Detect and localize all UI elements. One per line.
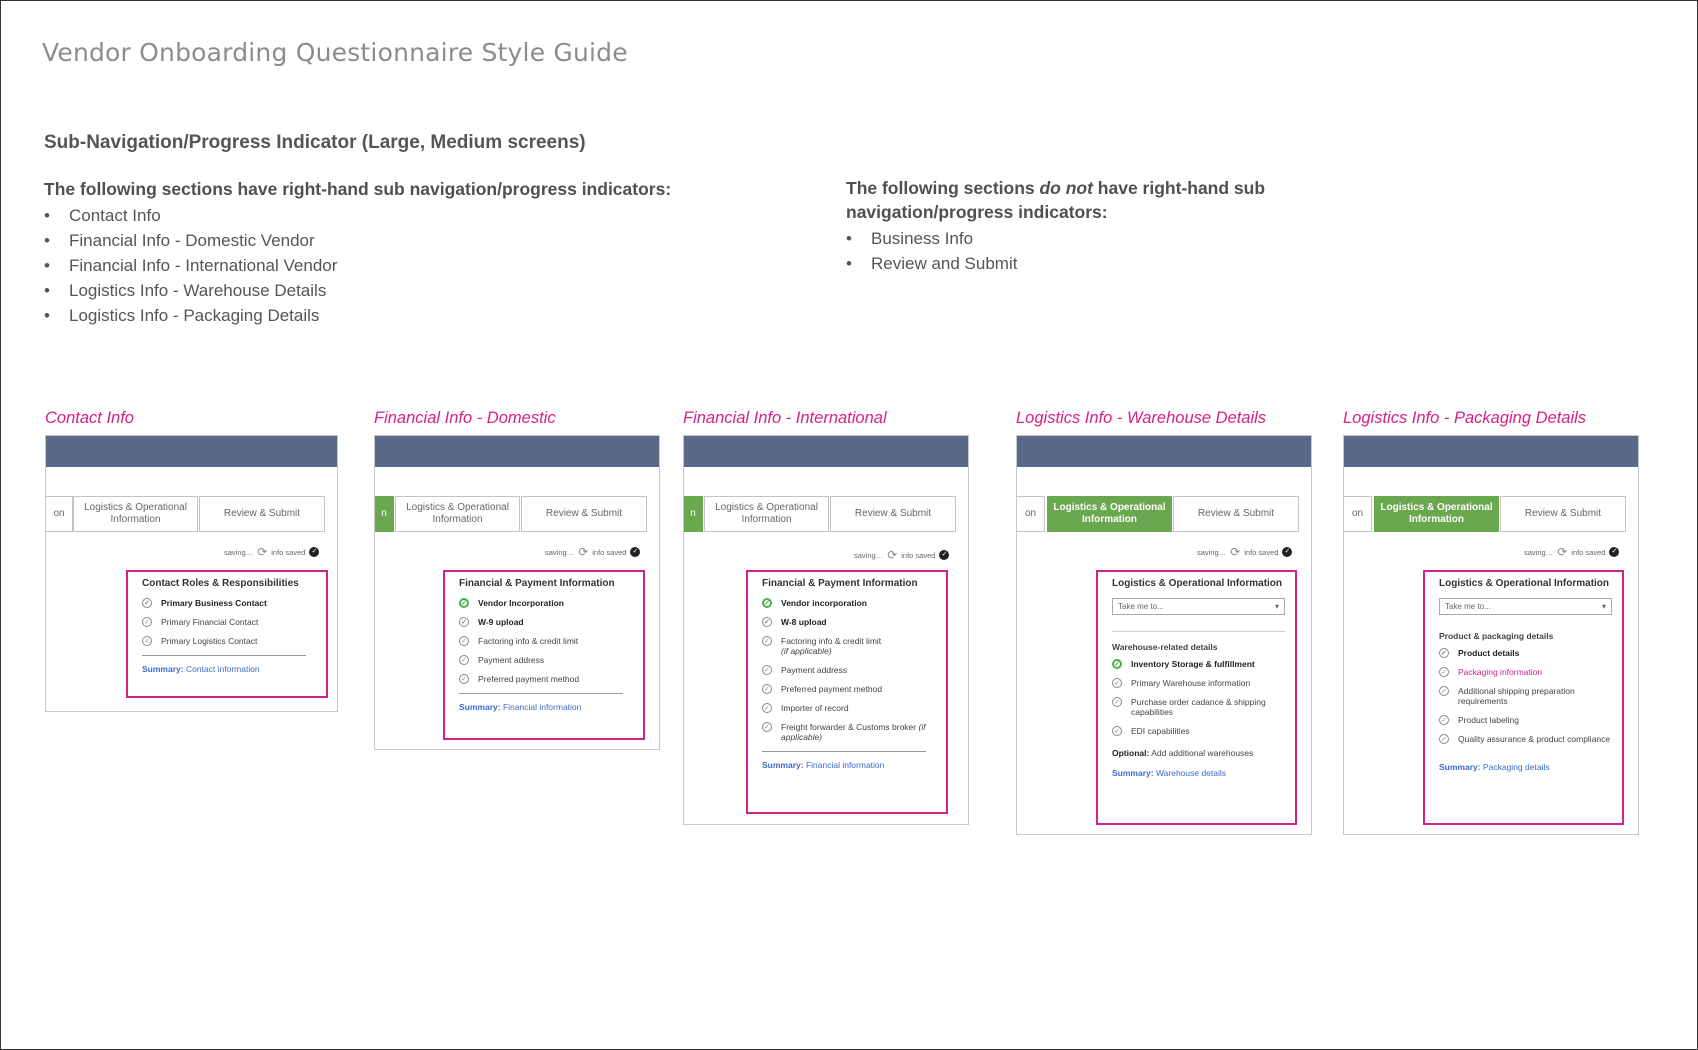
check-circle-icon: ✓	[762, 722, 772, 732]
caption-financial-international: Financial Info - International	[683, 409, 887, 427]
progress-item[interactable]: ✓ Primary Warehouse information	[1112, 678, 1285, 688]
tab-review-submit[interactable]: Review & Submit	[1500, 496, 1626, 532]
tab-logistics[interactable]: Logistics & Operational Information	[1047, 496, 1172, 532]
saved-check-icon: ✓	[939, 550, 949, 560]
divider	[762, 751, 926, 752]
progress-item[interactable]: ✓ Vendor Incorporation	[459, 598, 633, 608]
summary-row: Summary: Packaging details	[1439, 762, 1550, 772]
progress-item[interactable]: ✓ Product labeling	[1439, 715, 1612, 725]
summary-link[interactable]: Financial information	[805, 760, 885, 770]
optional-row: Optional: Add additional warehouses	[1112, 748, 1254, 758]
caption-contact-info: Contact Info	[45, 409, 134, 427]
progress-item[interactable]: ✓ Primary Financial Contact	[142, 617, 316, 627]
summary-row: Summary: Financial information	[762, 760, 885, 770]
saved-check-icon: ✓	[630, 547, 640, 557]
progress-item[interactable]: ✓ W-8 upload	[762, 617, 936, 627]
save-status: saving… ⟳ info saved ✓	[1524, 547, 1619, 557]
tab-previous[interactable]: n	[683, 496, 703, 532]
tab-logistics[interactable]: Logistics & Operational Information	[395, 496, 520, 532]
progress-item[interactable]: ✓ Additional shipping preparation requirements	[1439, 686, 1612, 706]
summary-row: Summary: Financial information	[459, 702, 582, 712]
progress-item[interactable]: ✓ Preferred payment method	[762, 684, 936, 694]
progress-item[interactable]: ✓ Payment address	[762, 665, 936, 675]
take-me-to-select[interactable]: Take me to... ▾	[1439, 598, 1612, 615]
progress-item[interactable]: ✓ Primary Business Contact	[142, 598, 316, 608]
summary-row: Summary: Contact information	[142, 664, 260, 674]
check-circle-icon: ✓	[762, 636, 772, 646]
tab-previous[interactable]: on	[1343, 496, 1372, 532]
check-circle-icon: ✓	[762, 665, 772, 675]
list-item: • Logistics Info - Warehouse Details	[44, 278, 804, 303]
check-circle-icon: ✓	[142, 598, 152, 608]
list-item: • Contact Info	[44, 203, 804, 228]
progress-panel	[1423, 570, 1624, 825]
progress-item[interactable]: ✓ Purchase order cadance & shipping capabilities	[1112, 697, 1285, 717]
panel-title: Financial & Payment Information	[762, 578, 918, 589]
list-item: • Financial Info - International Vendor	[44, 253, 804, 278]
summary-link[interactable]: Contact information	[185, 664, 260, 674]
tab-logistics[interactable]: Logistics & Operational Information	[704, 496, 829, 532]
tab-review-submit[interactable]: Review & Submit	[521, 496, 647, 532]
summary-link[interactable]: Financial information	[502, 702, 582, 712]
tab-previous[interactable]: n	[374, 496, 394, 532]
summary-row: Summary: Warehouse details	[1112, 768, 1227, 778]
progress-panel	[126, 570, 328, 698]
tab-review-submit[interactable]: Review & Submit	[830, 496, 956, 532]
example-card-contact	[45, 435, 338, 712]
check-circle-icon: ✓	[1112, 726, 1122, 736]
panel-title: Logistics & Operational Information	[1439, 578, 1610, 589]
sections-without-nav	[846, 176, 1266, 276]
list-item: • Financial Info - Domestic Vendor	[44, 228, 804, 253]
divider	[459, 693, 623, 694]
progress-item[interactable]: ✓ Preferred payment method	[459, 674, 633, 684]
progress-panel	[1096, 570, 1297, 825]
example-card-warehouse	[1016, 435, 1312, 835]
check-circle-icon: ✓	[1112, 659, 1122, 669]
example-card-financial-domestic	[374, 435, 660, 750]
add-warehouses-link[interactable]: Add additional warehouses	[1151, 748, 1254, 758]
check-circle-icon: ✓	[762, 617, 772, 627]
check-circle-icon: ✓	[459, 617, 469, 627]
progress-item[interactable]: ✓ W-9 upload	[459, 617, 633, 627]
with-nav-intro: The following sections have right-hand sub navigation/progress indicators:	[44, 179, 672, 199]
sync-icon: ⟳	[1557, 545, 1568, 559]
panel-title: Contact Roles & Responsibilities	[142, 578, 299, 589]
check-circle-icon: ✓	[762, 598, 772, 608]
progress-item[interactable]: ✓ Quality assurance & product compliance	[1439, 734, 1612, 744]
sync-icon: ⟳	[887, 548, 898, 562]
save-status: saving… ⟳ info saved ✓	[1197, 547, 1292, 557]
summary-link[interactable]: Packaging details	[1482, 762, 1550, 772]
check-circle-icon: ✓	[1112, 697, 1122, 707]
check-circle-icon: ✓	[459, 674, 469, 684]
example-card-packaging	[1343, 435, 1639, 835]
check-circle-icon: ✓	[1439, 715, 1449, 725]
header-bar	[1344, 436, 1638, 467]
header-bar	[375, 436, 659, 467]
list-item: • Review and Submit	[846, 251, 1266, 276]
progress-panel	[443, 570, 645, 740]
tab-previous[interactable]: on	[1016, 496, 1045, 532]
list-item: • Logistics Info - Packaging Details	[44, 303, 804, 328]
check-circle-icon: ✓	[762, 684, 772, 694]
progress-item[interactable]: ✓ Freight forwarder & Customs broker (if applicable)	[762, 722, 936, 742]
without-nav-intro: The following sections do not have right-hand sub navigation/progress indicators:	[846, 178, 1266, 222]
section-heading: Sub-Navigation/Progress Indicator (Large, Medium screens)	[44, 132, 586, 153]
check-circle-icon: ✓	[1439, 648, 1449, 658]
check-circle-icon: ✓	[1439, 667, 1449, 677]
with-nav-list	[44, 203, 804, 328]
progress-item[interactable]: ✓ Primary Logistics Contact	[142, 636, 316, 646]
saved-check-icon: ✓	[1609, 547, 1619, 557]
progress-item[interactable]: ✓ Importer of record	[762, 703, 936, 713]
header-bar	[1017, 436, 1311, 467]
check-circle-icon: ✓	[762, 703, 772, 713]
sections-with-nav	[44, 177, 804, 328]
save-status: saving… ⟳ info saved ✓	[224, 547, 319, 557]
progress-item[interactable]: ✓ Product details	[1439, 648, 1612, 658]
sync-icon: ⟳	[578, 545, 589, 559]
tab-logistics[interactable]: Logistics & Operational Information	[73, 496, 198, 532]
progress-item-current[interactable]: ✓ Packaging information	[1439, 667, 1612, 677]
group-heading: Product & packaging details	[1439, 631, 1554, 641]
tab-review-submit[interactable]: Review & Submit	[199, 496, 325, 532]
panel-title: Financial & Payment Information	[459, 578, 615, 589]
divider	[142, 655, 306, 656]
chevron-down-icon: ▾	[1274, 602, 1279, 611]
check-circle-icon: ✓	[1112, 678, 1122, 688]
progress-item[interactable]: ✓ EDI capabilities	[1112, 726, 1285, 736]
check-circle-icon: ✓	[142, 617, 152, 627]
header-bar	[684, 436, 968, 467]
caption-financial-domestic: Financial Info - Domestic	[374, 409, 556, 427]
page-title: Vendor Onboarding Questionnaire Style Guide	[42, 38, 628, 67]
check-circle-icon: ✓	[1439, 686, 1449, 696]
group-heading: Warehouse-related details	[1112, 642, 1218, 652]
sync-icon: ⟳	[257, 545, 268, 559]
header-bar	[46, 436, 337, 467]
check-circle-icon: ✓	[459, 636, 469, 646]
tab-previous[interactable]: on	[45, 496, 73, 532]
without-nav-list	[846, 226, 1266, 276]
progress-item[interactable]: ✓ Vendor incorporation	[762, 598, 936, 608]
check-circle-icon: ✓	[459, 655, 469, 665]
caption-warehouse-details: Logistics Info - Warehouse Details	[1016, 409, 1267, 427]
caption-packaging-details: Logistics Info - Packaging Details	[1343, 409, 1587, 427]
save-status: saving… ⟳ info saved ✓	[545, 547, 640, 557]
saved-check-icon: ✓	[1282, 547, 1292, 557]
panel-title: Logistics & Operational Information	[1112, 578, 1283, 589]
summary-link[interactable]: Warehouse details	[1155, 768, 1227, 778]
example-card-financial-international	[683, 435, 969, 825]
progress-item[interactable]: ✓ Payment address	[459, 655, 633, 665]
saved-check-icon: ✓	[309, 547, 319, 557]
tab-review-submit[interactable]: Review & Submit	[1173, 496, 1299, 532]
take-me-to-select[interactable]: Take me to... ▾	[1112, 598, 1285, 615]
progress-panel	[746, 570, 948, 814]
check-circle-icon: ✓	[459, 598, 469, 608]
progress-item[interactable]: ✓ Factoring info & credit limit	[459, 636, 633, 646]
save-status: saving… ⟳ info saved ✓	[854, 550, 949, 560]
divider	[1112, 631, 1285, 632]
list-item: • Business Info	[846, 226, 1266, 251]
check-circle-icon: ✓	[142, 636, 152, 646]
sync-icon: ⟳	[1230, 545, 1241, 559]
tab-logistics[interactable]: Logistics & Operational Information	[1374, 496, 1499, 532]
progress-item[interactable]: ✓ Inventory Storage & fulfillment	[1112, 659, 1285, 669]
chevron-down-icon: ▾	[1601, 602, 1606, 611]
check-circle-icon: ✓	[1439, 734, 1449, 744]
progress-item[interactable]: ✓ Factoring info & credit limit (if applicable)	[762, 636, 936, 656]
